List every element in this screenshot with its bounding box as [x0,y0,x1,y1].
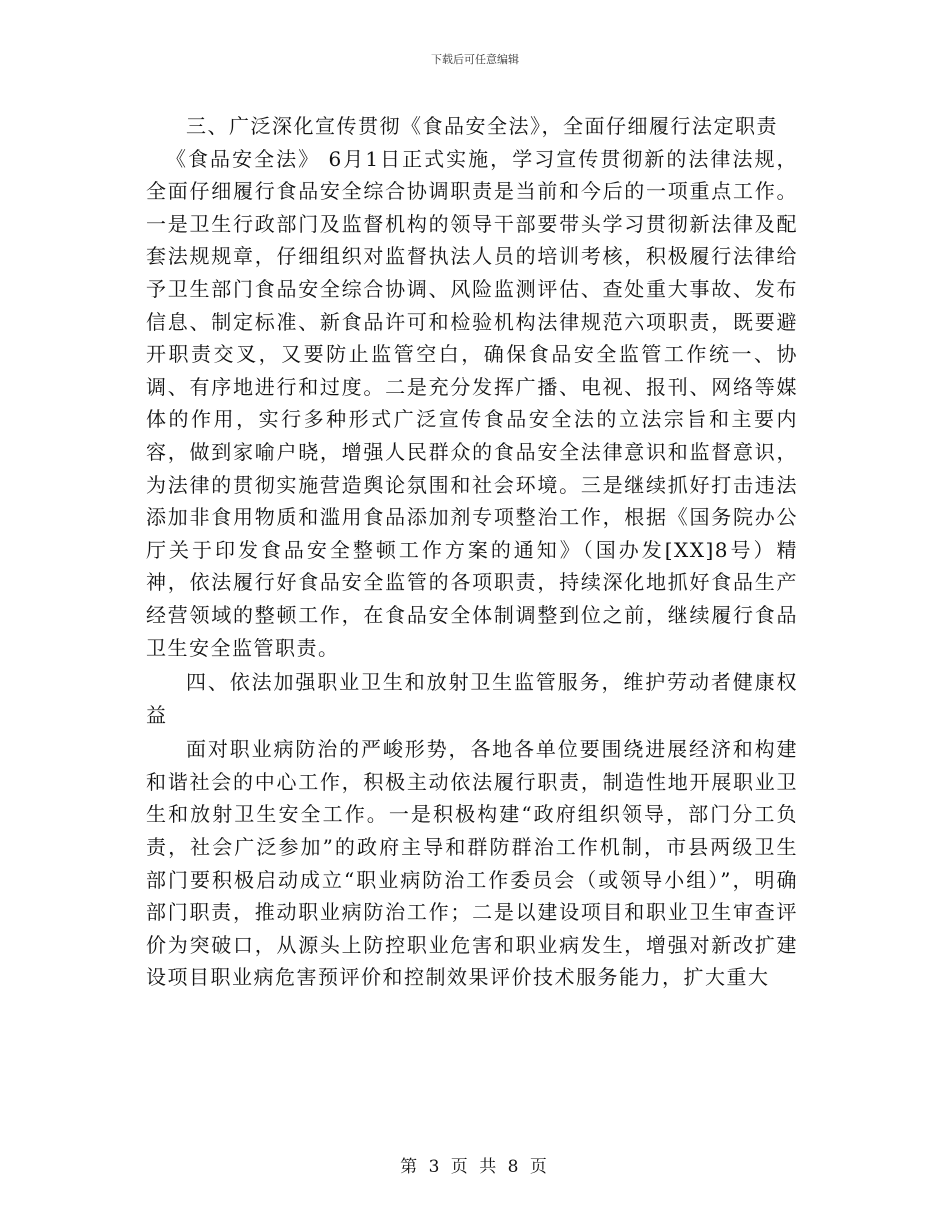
page-number: 第 3 页 共 8 页 [400,1157,550,1177]
page-header-note: 下载后可任意编辑 [431,53,519,66]
body-paragraph: 《食品安全法》 6月1日正式实施，学习宣传贯彻新的法律法规，全面仔细履行食品安全综合协调职责是当前和今后的一项重点工作。一是卫生行政部门及监督机构的领导干部要带头学习贯彻新法律及配套法规规章，仔细组织对监督执法人员的培训考核，积极履行法律给予卫生部门食品安全综合协调、风险监测评估、查处重大事故、发布信息、制定标准、新食品许可和检验机构法律规范六项职责，既要避开职责交叉，又要防止监管空白，确保食品安全监管工作统一、协调、有序地进行和过度。二是充分发挥广播、电视、报刊、网络等媒体的作用，实行多种形式广泛宣传食品安全法的立法宗旨和主要内容，做到家喻户晓，增强人民群众的食品安全法律意识和监督意识，为法律的贯彻实施营造舆论氛围和社会环境。三是继续抓好打击违法添加非食用物质和滥用食品添加剂专项整治工作，根据《国务院办公厅关于印发食品安全整顿工作方案的通知》（国办发[XX]8号）精神，依法履行好食品安全监管的各项职责，持续深化地抓好食品生产经营领域的整顿工作，在食品安全体制调整到位之前，继续履行食品卫生安全监管职责。 [146,146,798,660]
body-paragraph: 面对职业病防治的严峻形势，各地各单位要围绕进展经济和构建和谐社会的中心工作，积极主动依法履行职责，制造性地开展职业卫生和放射卫生安全工作。一是积极构建“政府组织领导，部门分工负责，社会广泛参加”的政府主导和群防群治工作机制，市县两级卫生部门要积极启动成立“职业病防治工作委员会（或领导小组）”，明确部门职责，推动职业病防治工作；二是以建设项目和职业卫生审查评价为突破口，从源头上防控职业危害和职业病发生，增强对新改扩建设项目职业病危害预评价和控制效果评价技术服务能力，扩大重大 [146,737,798,990]
section-heading-3: 三、广泛深化宣传贯彻《食品安全法》，全面仔细履行法定职责 [186,114,778,138]
section-heading-4: 四、依法加强职业卫生和放射卫生监管服务，维护劳动者健康权益 [146,670,798,727]
document-body [146,110,798,994]
